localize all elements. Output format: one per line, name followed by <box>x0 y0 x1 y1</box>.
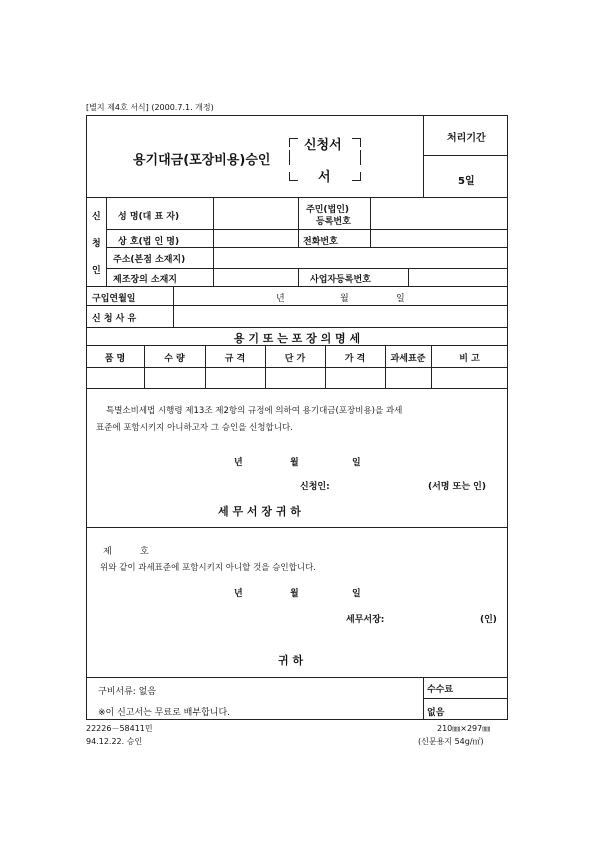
statement-line-1: 특별소비세법 시행령 제13조 제2항의 규정에 의하여 용기대금(포장비용)을 과세 <box>106 406 403 416</box>
applicant-sign-field[interactable] <box>338 476 418 491</box>
required-docs: 구비서류: 없음 <box>98 687 157 697</box>
address-label: 주소(본점 소재지) <box>113 255 186 265</box>
tax-officer-label: 세무서장: <box>346 615 385 625</box>
name-field[interactable] <box>215 199 297 228</box>
phone-label: 전화번호 <box>303 237 338 247</box>
purchase-day-label: 일 <box>396 294 405 304</box>
phone-field[interactable] <box>372 231 506 246</box>
col-price: 가 격 <box>344 354 366 364</box>
purchase-date-label: 구입연월일 <box>92 294 136 304</box>
fee-value: 없음 <box>427 708 445 718</box>
approval-no-label: 제 <box>103 547 112 557</box>
cell-price[interactable] <box>326 368 384 387</box>
col-spec: 규 격 <box>224 354 246 364</box>
cell-spec[interactable] <box>206 368 264 387</box>
title-option-form: 서 <box>318 170 331 185</box>
col-unit-price: 단 가 <box>284 354 306 364</box>
name-label: 성 명(대 표 자) <box>118 212 180 222</box>
statement-day: 일 <box>352 458 361 468</box>
approval-date-code: 94.12.22. 승인 <box>86 737 143 746</box>
purchase-month-label: 월 <box>340 294 349 304</box>
business-no-label: 사업자등록번호 <box>310 275 371 285</box>
address-field[interactable] <box>215 249 506 267</box>
form-code: 22226－58411민 <box>86 724 153 733</box>
statement-month: 월 <box>290 458 299 468</box>
reason-field[interactable] <box>175 307 506 326</box>
business-no-field[interactable] <box>410 270 506 285</box>
paper-spec: (신문용지 54g/㎡) <box>418 737 484 746</box>
factory-location-field[interactable] <box>215 270 297 285</box>
resident-no-field[interactable] <box>372 199 506 228</box>
recipient-tax-office: 세 무 서 장 귀 하 <box>218 505 301 518</box>
col-item-name: 품 명 <box>104 354 126 364</box>
approval-no-suffix: 호 <box>140 547 149 557</box>
free-distribution-note: ※이 신고서는 무료로 배부합니다. <box>98 708 231 718</box>
title-option-application: 신청서 <box>304 138 342 153</box>
cell-item-name[interactable] <box>87 368 143 387</box>
approval-text: 위와 같이 과세표준에 포함시키지 아니할 것을 승인합니다. <box>100 563 316 573</box>
col-tax-base: 과세표준 <box>390 354 426 364</box>
processing-period-value: 5일 <box>458 176 475 187</box>
applicant-sign-label: 신청인: <box>300 482 330 492</box>
trade-name-field[interactable] <box>215 231 297 246</box>
factory-location-label: 제조장의 소재지 <box>113 275 177 285</box>
approval-recipient: 귀 하 <box>278 654 304 667</box>
seal-label: (인) <box>480 615 497 625</box>
cell-unit-price[interactable] <box>266 368 324 387</box>
fee-label: 수수료 <box>427 685 454 695</box>
form-header-note: [별지 제4호 서식] (2000.7.1. 개정) <box>86 103 214 112</box>
applicant-char-3: 인 <box>92 266 101 276</box>
cell-remarks[interactable] <box>432 368 507 387</box>
approval-month: 월 <box>290 589 299 599</box>
statement-year: 년 <box>234 458 243 468</box>
cell-quantity[interactable] <box>145 368 204 387</box>
processing-period-label: 처리기간 <box>447 133 486 144</box>
form-title: 용기대금(포장비용)승인 <box>133 153 271 168</box>
col-quantity: 수 량 <box>164 354 185 364</box>
trade-name-label: 상 호(법 인 명) <box>118 237 180 247</box>
approval-year: 년 <box>234 589 243 599</box>
paper-size: 210㎜×297㎜ <box>437 724 491 733</box>
purchase-year-label: 년 <box>276 294 285 304</box>
cell-tax-base[interactable] <box>386 368 430 387</box>
applicant-char-1: 신 <box>92 212 101 222</box>
reason-label: 신 청 사 유 <box>92 314 137 324</box>
signature-note: (서명 또는 인) <box>428 482 486 492</box>
col-remarks: 비 고 <box>459 354 480 364</box>
details-table-title: 용 기 또 는 포 장 의 명 세 <box>233 332 361 345</box>
statement-line-2: 표준에 포함시키지 아니하고자 그 승인을 신청합니다. <box>96 423 293 433</box>
resident-no-label-1: 주민(법인) <box>306 205 350 215</box>
resident-no-label-2: 등록번호 <box>316 217 351 227</box>
approval-day: 일 <box>352 589 361 599</box>
applicant-char-2: 청 <box>92 239 101 249</box>
